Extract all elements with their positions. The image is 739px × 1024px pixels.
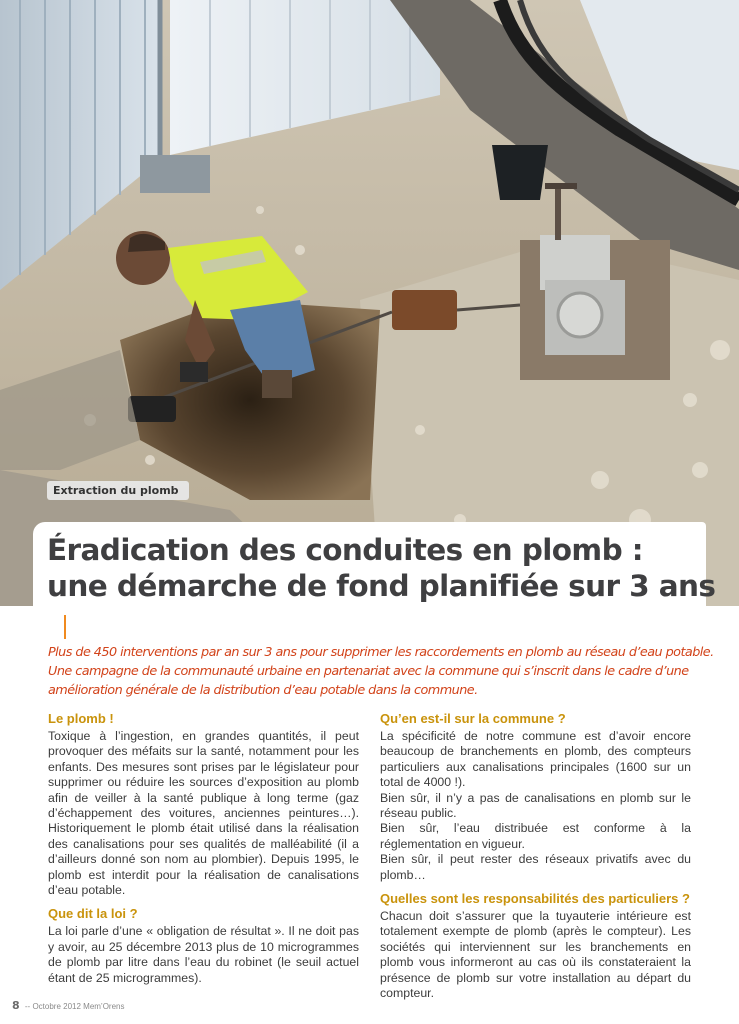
section-paragraph: Bien sûr, l’eau distribuée est conforme à la réglementation en vigueur. — [380, 821, 691, 851]
section-paragraph: La spécificité de notre commune est d’avoir encore beaucoup de branchements en plomb, des compteurs particuliers aux canalisations principales (1600 sur un total de 4000 !). — [380, 729, 691, 790]
section-paragraph: Chacun doit s’assurer que la tuyauterie intérieure est totalement exempte de plomb (après le compteur). Les sociétés qui interviennent sur les branchements en plomb vous informeront au cas où ils constateraient la présence de plomb sur votre installation au départ du compteur. — [380, 909, 691, 1001]
footer-issue: Octobre 2012 Mem’Orens — [32, 1002, 125, 1011]
section-heading: Que dit la loi ? — [48, 906, 138, 922]
section-heading: Qu’en est-il sur la commune ? — [380, 711, 566, 726]
section-responsabilites — [380, 890, 691, 1001]
section-heading: Quelles sont les responsabilités des particuliers ? — [380, 891, 690, 907]
section-paragraph: Bien sûr, il n’y a pas de canalisations en plomb sur le réseau public. — [380, 790, 691, 821]
section-paragraph: Bien sûr, il peut rester des réseaux privatifs avec du plomb… — [380, 852, 691, 882]
page-number: 8 — [12, 999, 20, 1012]
article-title — [47, 532, 716, 604]
article-intro: Plus de 450 interventions par an sur 3 ans pour supprimer les raccordements en plomb au réseau d’eau potable. Une campagne de la communauté urbaine en partenariat avec la commune qui s’inscrit dans le cadre d’une amélioration générale de la distribution d’eau potable dans la commune. — [48, 645, 714, 698]
title-line-1: Éradication des conduites en plomb : — [47, 533, 643, 567]
section-le-plomb — [48, 710, 359, 898]
accent-bar — [64, 615, 66, 639]
page-footer — [12, 999, 125, 1012]
photo-caption: Extraction du plomb — [47, 481, 189, 500]
section-commune — [380, 710, 691, 883]
right-column — [380, 710, 691, 1009]
section-heading: Le plomb ! — [48, 711, 114, 726]
footer-separator: -- — [24, 1002, 31, 1011]
section-paragraph: La loi parle d’une « obligation de résultat ». Il ne doit pas y avoir, au 25 décembre 2013 plus de 10 microgrammes de plomb par litre dans l’eau du robinet (le seuil actuel étant de 25 microgrammes). — [48, 924, 359, 985]
title-line-2: une démarche de fond planifiée sur 3 ans — [47, 569, 716, 603]
left-column — [48, 710, 359, 993]
title-panel — [33, 522, 716, 607]
section-paragraph: Toxique à l’ingestion, en grandes quantités, il peut provoquer des méfaits sur la santé, notamment pour les enfants. Des mesures sont prises par le législateur pour supprimer ou réduire les sources d’exposition au plomb afin de veiller à la santé publique à long terme (gaz d’échappement des voitures, anciennes peintures…). Historiquement le plomb était utilisé dans la réalisation des canalisations pour ses qualités de malléabilité (il a d’ailleurs donné son nom au plombier). Depuis 1995, le plomb est interdit pour la réalisation de canalisations d’eau potable. — [48, 729, 359, 898]
section-que-dit-la-loi — [48, 905, 359, 986]
